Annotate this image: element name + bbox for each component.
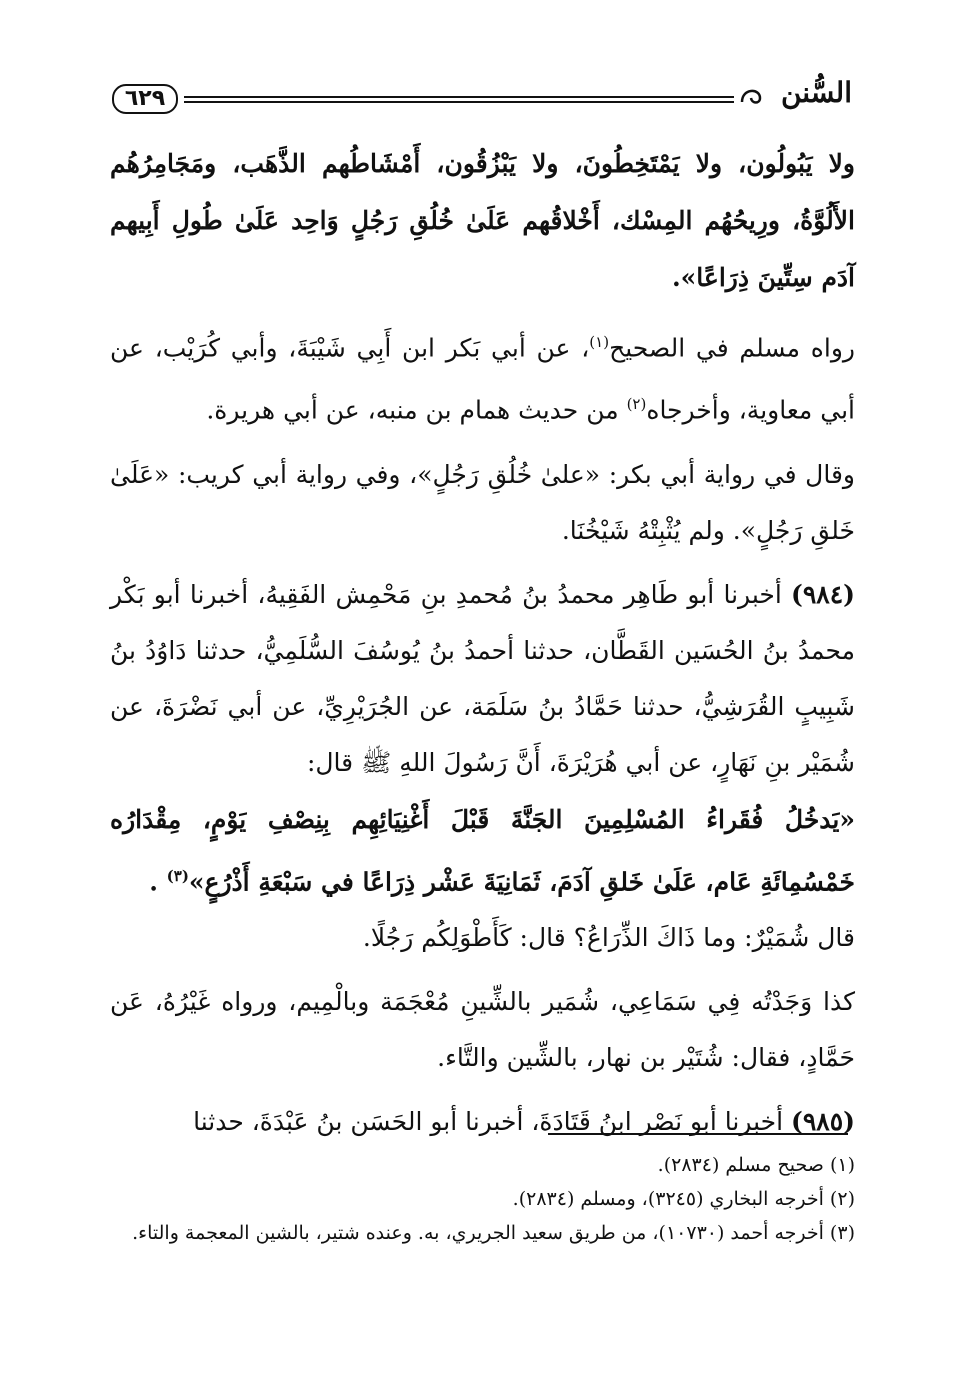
footnote: (٢) أخرجه البخاري (٣٢٤٥)، ومسلم (٢٨٣٤). xyxy=(512,1188,855,1210)
footnote-ref-1: (١) xyxy=(589,333,610,351)
main-text xyxy=(110,135,855,1150)
hadith-continuation: ولا يَبُولُون، ولا يَمْتَخِطُونَ، ولا يَبْزُقُون، أَمْشَاطُهم الذَّهَب، ومَجَامِرُهُم الأَلُوَّةُ، ورِيحُهُم المِسْك، أَخْلاقُهم عَلَىٰ خُلُقِ رَجُلٍ وَاحِد عَلَىٰ طُولِ أَبِيهم آدَم سِتِّينَ ذِرَاعًا». xyxy=(110,149,855,292)
page-number: ٦٢٩ xyxy=(112,84,178,114)
hadith-984-text: «يَدخُلُ فُقَراءُ المُسْلِمِينَ الجَنَّةَ قَبْلَ أَغْنِيَائِهِم بِنِصْفِ يَوْمٍ، مِقْدَارُه خَمْسُمِائَةِ عَام، عَلَىٰ خَلقِ آدَمَ، ثَمَانِيَةَ عَشْر ذِرَاعًا في سَبْعَةِ أَذْرُعٍ»$^{(٣)}$ . xyxy=(110,804,855,896)
footnote-ref-3: (٣) xyxy=(166,866,189,885)
footnote-divider xyxy=(548,1133,848,1135)
narration-source xyxy=(110,314,855,439)
hadith-quote: «يَدخُلُ فُقَراءُ المُسْلِمِينَ الجَنَّةَ قَبْلَ أَغْنِيَائِهِم بِنِصْفِ يَوْمٍ، مِقْدَارُه خَمْسُمِائَةِ عَام، عَلَىٰ خَلقِ آدَمَ، ثَمَانِيَةَ عَشْر ذِرَاعًا في سَبْعَةِ أَذْرُعٍ» xyxy=(110,804,855,896)
hadith-number: (٩٨٤) xyxy=(791,579,855,609)
hadith-number: (٩٨٥) xyxy=(791,1106,855,1136)
commentary-shumair: قال شُمَيْرٌ: وما ذَاكَ الذِّرَاعُ؟ قال: كَأَطْوَلِكُم رَجُلًا. xyxy=(362,922,855,952)
ornament-icon xyxy=(738,84,764,108)
narration-variant: وقال في رواية أبي بكر: «علىٰ خُلُقِ رَجُلٍ»، وفي رواية أبي كريب: «عَلَىٰ خَلقِ رَجُلٍ». ولم يُثْبِتْهُ شَيْخُنَا. xyxy=(110,459,855,545)
commentary-spelling: كذا وَجَدْتُه فِي سَمَاعِي، شُمَير بالشِّينِ مُعْجَمَة وبالْمِيم، ورواه غَيْرُهُ، عَن حَمَّادٍ، فقال: شُتَيْر بن نهار، بالشِّين والتَّاء. xyxy=(110,986,855,1072)
narration-source-text: رواه مسلم في الصحيح xyxy=(609,333,855,363)
footnote: (٣) أخرجه أحمد (١٠٧٣٠)، من طريق سعيد الجريري، به. وعنده شتير، بالشين المعجمة والتاء. xyxy=(132,1222,855,1244)
hadith-chain-text: أخبرنا أبو نَصْر ابنُ قَتَادَةَ، أخبرنا أبو الحَسَن بنُ عَبْدَةَ، حدثنا xyxy=(193,1106,792,1136)
narration-source-text-3: من حديث همام بن منبه، عن أبي هريرة. xyxy=(206,395,627,425)
hadith-984-chain xyxy=(110,567,855,791)
footnotes xyxy=(110,1148,855,1250)
book-title: السُّنن xyxy=(780,76,852,109)
footnote: (١) صحيح مسلم (٢٨٣٤). xyxy=(657,1154,855,1176)
header-rule xyxy=(184,96,734,103)
page-header xyxy=(112,70,852,126)
narration-source-text-2: ، عن أبي بَكر ابن أَبِي شَيْبَةَ، وأبي كُرَيْب، عن أبي معاوية، وأخرجاه xyxy=(110,333,855,425)
hadith-chain-text: أخبرنا أبو طَاهِر محمدُ بنُ مُحمدِ بنِ مَحْمِش الفَقِيهُ، أخبرنا أبو بَكْر محمدُ بنُ الحُسَين القَطَّان، حدثنا أحمدُ بنُ يُوسُفَ السُّلَمِيُّ، حدثنا دَاوُدُ بنُ شَبِيبٍ القُرَشِيُّ، حدثنا حَمَّادُ بنُ سَلَمَة، عن الجُرَيْرِيِّ، عن أبي نَضْرَةَ، عن شُمَيْر بنِ نَهَارٍ، عن أبي هُرَيْرَةَ، أَنَّ رَسُولَ اللهِ ﷺ قال: xyxy=(110,579,855,777)
footnote-ref-2: (٢) xyxy=(626,395,647,414)
hadith-985-chain xyxy=(110,1094,855,1150)
